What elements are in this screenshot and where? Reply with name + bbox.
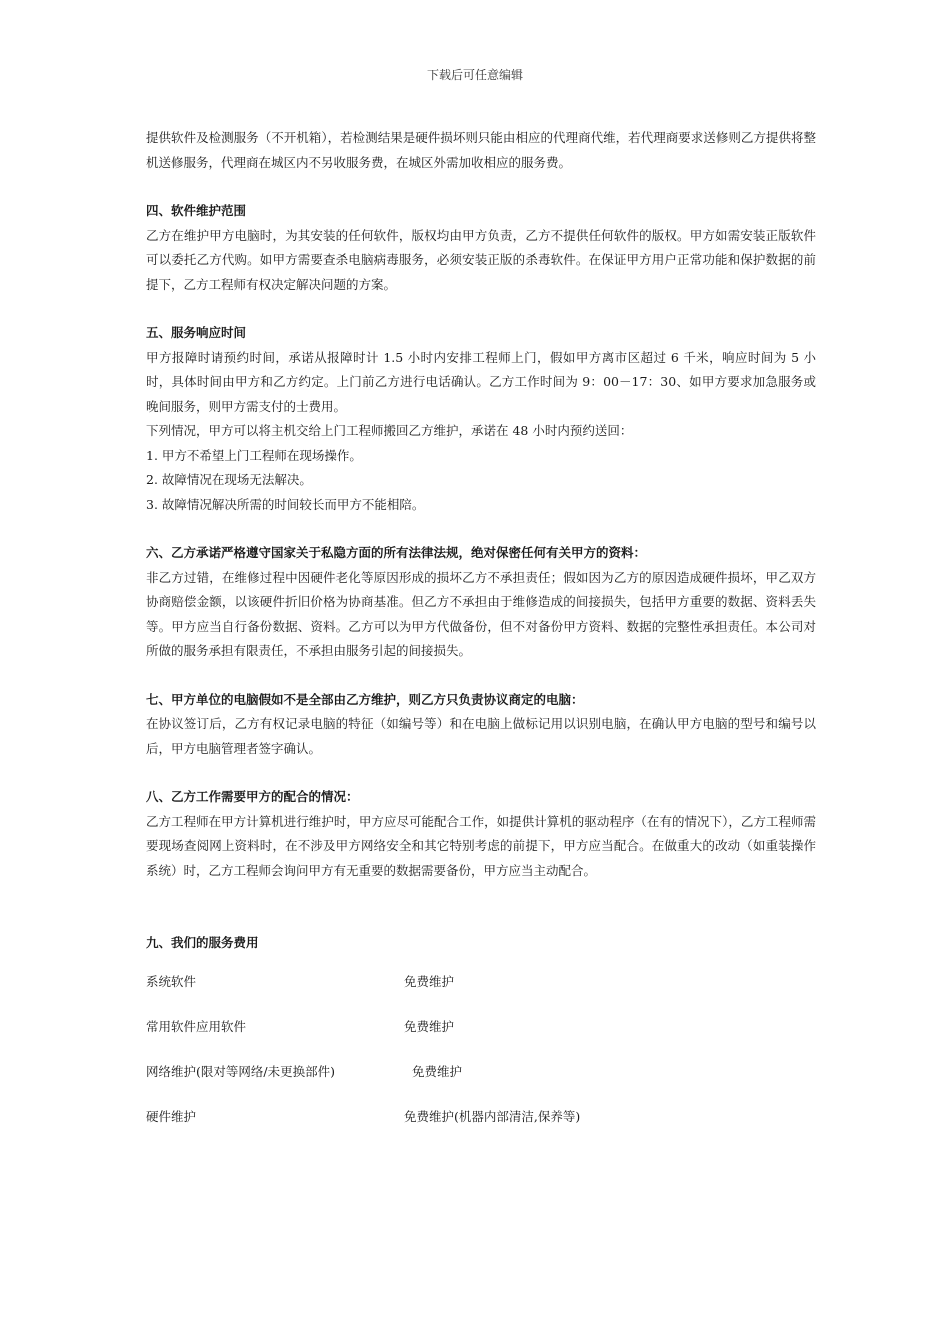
section-5-title: 五、服务响应时间 [146,325,247,340]
page-header: 下载后可任意编辑 [426,68,523,82]
section-4-title: 四、软件维护范围 [146,203,247,218]
section-5-body: 甲方报障时请预约时间，承诺从报障时计 1.5 小时内安排工程师上门，假如甲方离市区超过 6 千米，响应时间为 5 小时，具体时间由甲方和乙方约定。上门前乙方进行电话确认。乙方工作时间为 9：00－17：30、如甲方要求加急服务或晚间服务，则甲方需支付的士费用。 [146,349,816,414]
intro-paragraph: 提供软件及检测服务（不开机箱），若检测结果是硬件损坏则只能由相应的代理商代维，若代理商要求送修则乙方提供将整机送修服务，代理商在城区内不另收服务费，在城区外需加收相应的服务费。 [146,130,816,170]
fee-row [146,1105,816,1150]
fee-row [146,1015,816,1060]
section-8-title: 八、乙方工作需要甲方的配合的情况： [146,789,359,804]
service-fee-table [146,970,816,1150]
fee-value: 免费维护(机器内部清洁,保养等) [404,1108,581,1124]
fee-item: 网络维护(限对等网络/未更换部件) [146,1063,335,1079]
fee-row [146,1060,816,1105]
fee-item: 硬件维护 [146,1108,197,1124]
section-6-body: 非乙方过错，在维修过程中因硬件老化等原因形成的损坏乙方不承担责任；假如因为乙方的原因造成硬件损坏，甲乙双方协商赔偿金额，以该硬件折旧价格为协商基准。但乙方不承担由于维修造成的间接损失，包括甲方重要的数据、资料丢失等。甲方应当自行备份数据、资料。乙方可以为甲方代做备份，但不对备份甲方资料、数据的完整性承担责任。本公司对所做的服务承担有限责任，不承担由服务引起的间接损失。 [146,569,816,658]
fee-row [146,970,816,1015]
document-body [146,126,816,1150]
fee-value: 免费维护 [404,1018,455,1034]
section-6-title: 六、乙方承诺严格遵守国家关于私隐方面的所有法律法规，绝对保密任何有关甲方的资料： [146,545,647,560]
section-8-body: 乙方工程师在甲方计算机进行维护时，甲方应尽可能配合工作，如提供计算机的驱动程序（在有的情况下），乙方工程师需要现场查阅网上资料时，在不涉及甲方网络安全和其它特别考虑的前提下，甲方应当配合。在做重大的改动（如重装操作系统）时，乙方工程师会询问甲方有无重要的数据需要备份，甲方应当主动配合。 [146,813,816,878]
fee-item: 系统软件 [146,973,197,989]
fee-value: 免费维护 [412,1063,463,1079]
list-item: 2. 故障情况在现场无法解决。 [146,472,312,487]
fee-value: 免费维护 [404,973,455,989]
list-item: 3. 故障情况解决所需的时间较长而甲方不能相陪。 [146,496,425,512]
section-4-body: 乙方在维护甲方电脑时，为其安装的任何软件，版权均由甲方负责，乙方不提供任何软件的版权。甲方如需安装正版软件可以委托乙方代购。如甲方需要查杀电脑病毒服务，必须安装正版的杀毒软件。在保证甲方用户正常功能和保护数据的前提下，乙方工程师有权决定解决问题的方案。 [146,227,816,292]
section-7-body: 在协议签订后，乙方有权记录电脑的特征（如编号等）和在电脑上做标记用以识别电脑，在确认甲方电脑的型号和编号以后，甲方电脑管理者签字确认。 [146,716,816,756]
fee-item: 常用软件应用软件 [146,1018,247,1034]
section-5-intro: 下列情况，甲方可以将主机交给上门工程师搬回乙方维护，承诺在 48 小时内预约送回： [146,423,633,438]
section-7-title: 七、甲方单位的电脑假如不是全部由乙方维护，则乙方只负责协议商定的电脑： [146,691,584,707]
section-9-title: 九、我们的服务费用 [146,935,259,950]
list-item: 1. 甲方不希望上门工程师在现场操作。 [146,447,362,463]
